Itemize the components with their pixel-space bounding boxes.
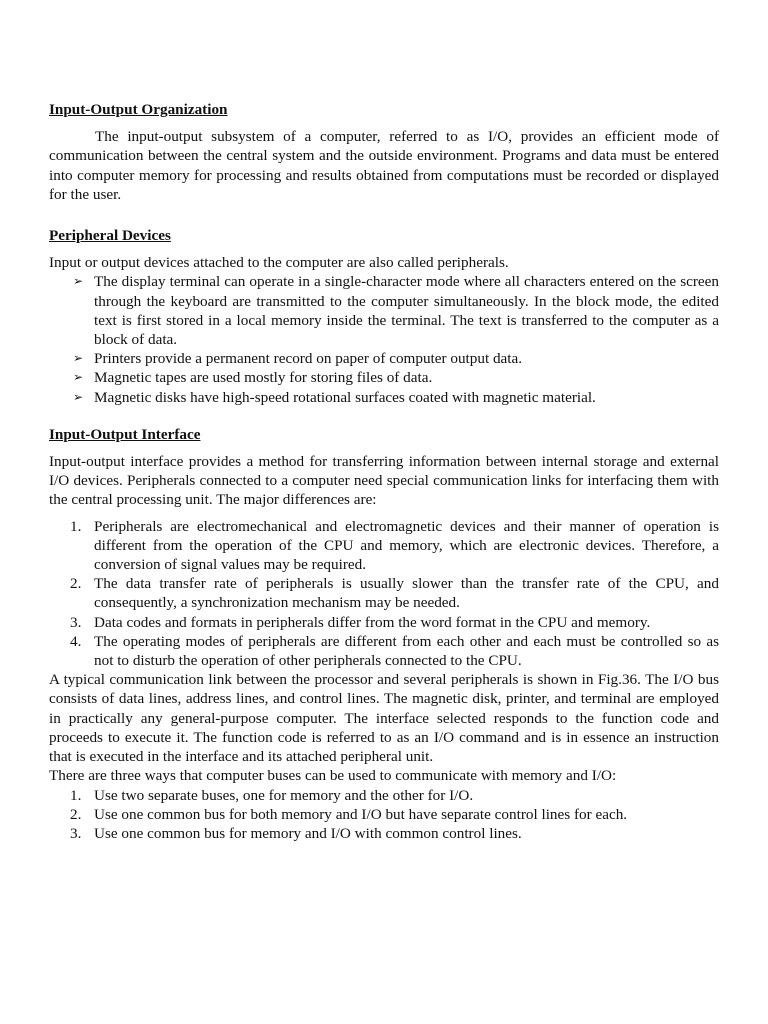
section-heading-io-interface: Input-Output Interface (49, 425, 201, 443)
peripherals-intro: Input or output devices attached to the computer are also called peripherals. (49, 254, 509, 272)
list-item: 3. Data codes and formats in peripherals differ from the word format in the CPU and memory. (70, 613, 651, 631)
arrow-bullet-icon: ➢ (73, 351, 84, 366)
section-heading-peripheral-devices: Peripheral Devices (49, 227, 171, 245)
list-item: ➢ Magnetic disks have high-speed rotational surfaces coated with magnetic material. (73, 388, 596, 406)
bus-ways-intro: There are three ways that computer buses can be used to communicate with memory and I/O: (49, 767, 617, 785)
list-item: 2. The data transfer rate of peripherals is usually slower than the transfer rate of the CPU, and consequently, a synchronization mechanism may be needed. (70, 575, 719, 612)
document-page (49, 100, 719, 843)
differences-list (49, 517, 719, 671)
list-item: 1. Use two separate buses, one for memory and the other for I/O. (70, 786, 474, 804)
io-organization-paragraph: The input-output subsystem of a computer, referred to as I/O, provides an efficient mode of communication between the central system and the outside environment. Programs and data must be entered into computer memory for processing and results obtained from computations must be recorded or displayed for the user. (49, 128, 719, 203)
bus-ways-list (49, 786, 719, 844)
peripheral-list (49, 272, 719, 406)
io-interface-intro: Input-output interface provides a method for transferring information between internal storage and external I/O devices. Peripherals connected to a computer need special communication links for interfacing them with the central processing unit. The major differences are: (49, 453, 719, 509)
list-item: ➢ Magnetic tapes are used mostly for storing files of data. (73, 369, 433, 387)
arrow-bullet-icon: ➢ (73, 274, 84, 289)
arrow-bullet-icon: ➢ (73, 389, 84, 404)
list-item: 4. The operating modes of peripherals are different from each other and each must be controlled so as not to disturb the operation of other peripherals connected to the CPU. (70, 632, 719, 670)
list-item: 2. Use one common bus for both memory and I/O but have separate control lines for each. (70, 805, 628, 823)
list-item: 1. Peripherals are electromechanical and electromagnetic devices and their manner of operation is different from the operation of the CPU and memory, which are electronic devices. Therefore, a conversion of signal values may be required. (70, 517, 719, 574)
arrow-bullet-icon: ➢ (73, 370, 84, 385)
io-interface-paragraph: A typical communication link between the processor and several peripherals is shown in Fig.36. The I/O bus consists of data lines, address lines, and control lines. The magnetic disk, printer, and terminal are employed in practically any general-purpose computer. The interface selected responds to the function code and proceeds to execute it. The function code is referred to as an I/O command and is in essence an instruction that is executed in the interface and its attached peripheral unit. (49, 671, 719, 766)
list-item: 3. Use one common bus for memory and I/O with common control lines. (70, 824, 522, 842)
section-heading-io-organization: Input-Output Organization (49, 101, 228, 118)
list-item: ➢ Printers provide a permanent record on paper of computer output data. (73, 350, 523, 368)
list-item: ➢ The display terminal can operate in a single-character mode where all characters entered on the screen through the keyboard are transmitted to the computer simultaneously. In the block mode, the edited text is first stored in a local memory inside the terminal. The text is transferred to the computer as a block of data. (73, 273, 719, 349)
